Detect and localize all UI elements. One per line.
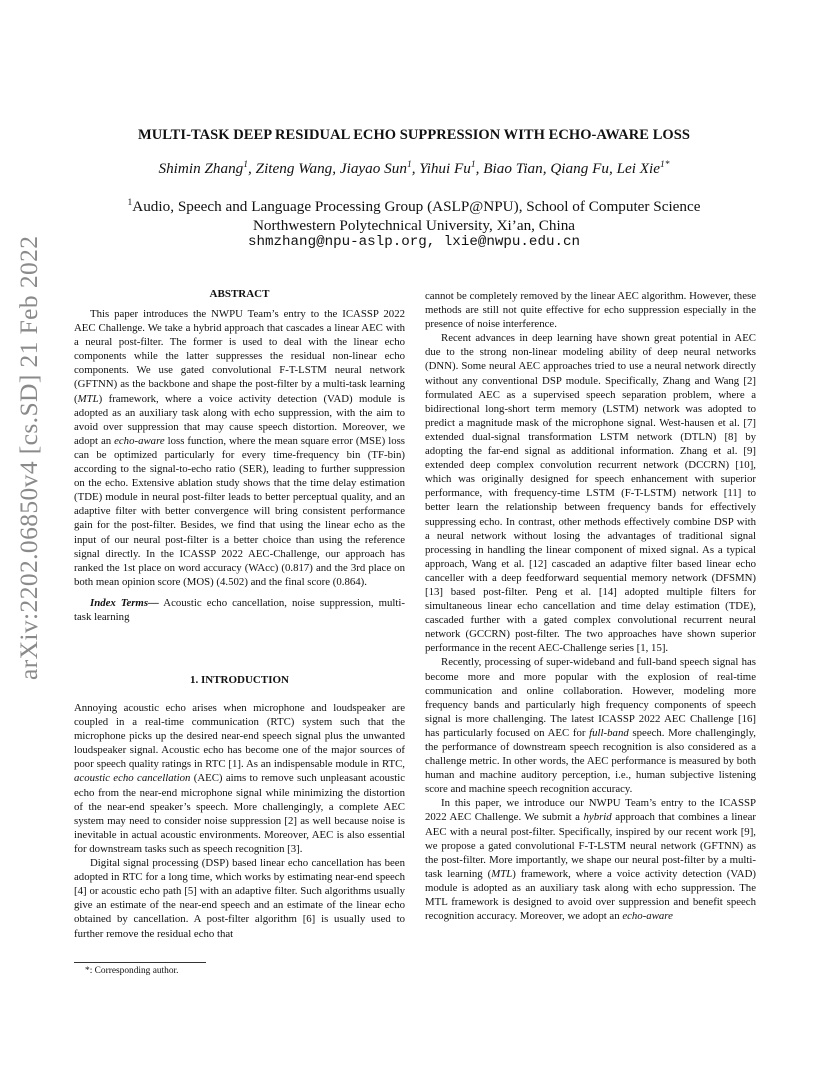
text-run: MTL — [77, 392, 99, 405]
author: Yihui Fu — [419, 160, 471, 177]
author: Jiayao Sun — [339, 160, 407, 177]
text-run: full-band — [589, 726, 629, 739]
text-run: approach that combines a linear AEC with a neural post-filter. Specifically, inspired by our recent work [9], we propose a gated convolutional F-T-LSTM neural network (GFTNN) as the post-filter. More importantly, we shape our neural post-filter by a multi-task learning ( — [425, 811, 756, 880]
arxiv-side-label: arXiv:2202.06850v4 [cs.SD] 21 Feb 2022 — [14, 235, 43, 680]
author-list: Shimin Zhang$^1$, Ziteng Wang, Jiayao Sun$^1$, Yihui Fu$^1$, Biao Tian, Qiang Fu, Lei Xie$^{1*}$ — [158, 159, 670, 177]
intro-paragraph: Digital signal processing (DSP) based linear echo cancellation has been adopted in RTC for a long time, which works by estimating near-end speech [4] or acoustic echo path [5] with an adaptive filter. Such algorithms usually give an estimate of the near-end speech and an estimate of the linear echo obtained by cancellation. A post-filter algorithm [6] is usually used to further remove the residual echo that — [74, 857, 405, 940]
introduction-body — [74, 701, 405, 941]
abstract-heading: ABSTRACT — [209, 288, 270, 300]
index-terms-label: Index Terms— — [90, 596, 159, 609]
text-run: This paper introduces the NWPU Team’s entry to the ICASSP 2022 AEC Challenge. We take a hybrid approach that cascades a linear AEC with a neural post-filter. The former is used to deal with the linear echo components while the latter suppresses the residual non-linear echo components. We use gated convolutional F-T-LSTM neural network (GFTNN) as the backbone and shape the post-filter by a multi-task learning ( — [74, 308, 405, 405]
text-run: loss function, where the mean square error (MSE) loss can be optimized particularly for every time-frequency bin (TF-bin) according to the signal-to-echo ratio (SER), leading to further suppression on the echo. Extensive ablation study shows that the time delay estimation (TDE) module in neural post-filter leads to better perceptual quality, and an adaptive filter with better convergence will bring consistent performance gain for the post-filter. Besides, we find that using the linear echo as the input of our neural post-filter is a better choice than using the reference signal directly. In the ICASSP 2022 AEC-Challenge, our approach has ranked the 1st place on word accuracy (WAcc) (0.817) and the 3rd place on both mean opinion score (MOS) (4.502) and the final score (0.864). — [74, 434, 406, 588]
text-run: In this paper, we introduce our NWPU Team’s entry to the ICASSP 2022 AEC Challenge. We submit a — [425, 797, 756, 824]
footnote: *: Corresponding author. — [85, 966, 179, 976]
affiliation-line: Audio, Speech and Language Processing Group (ASLP@NPU), School of Computer Science — [132, 198, 701, 215]
body-paragraph — [425, 796, 756, 923]
author: Lei Xie — [616, 160, 661, 177]
footnote-rule — [74, 962, 206, 963]
affiliation-line: Northwestern Polytechnical University, Xi’an, China — [252, 216, 576, 234]
text-run: speech. More challengingly, the performance of downstream speech recognition is also considered as a challenge metric. In other words, the AEC performance is measured by both human and machine auditory perception, i.e., human subjective listening score and machine speech recognition accuracy. — [425, 726, 756, 796]
section-heading: 1. INTRODUCTION — [189, 674, 289, 686]
index-terms-text: Acoustic echo cancellation, noise suppression, multi-task learning — [74, 596, 405, 623]
text-run: echo-aware — [622, 910, 673, 923]
author: Biao Tian — [483, 160, 543, 177]
body-paragraph: cannot be completely removed by the linear AEC algorithm. However, these methods are still not quite effective for echo suppression especially in the presence of noise interference. — [425, 290, 756, 331]
author: Qiang Fu — [550, 160, 609, 177]
abstract-paragraph — [74, 307, 405, 589]
affiliation-mark: 1* — [660, 159, 670, 170]
text-run: acoustic echo cancellation — [74, 772, 191, 785]
affiliation-mark: 1 — [470, 159, 476, 170]
affiliation-mark: 1 — [127, 197, 133, 208]
author-emails: shmzhang@npu-aslp.org, lxie@nwpu.edu.cn — [247, 234, 581, 250]
text-run: MTL — [491, 867, 513, 880]
affiliation-mark: 1 — [406, 159, 412, 170]
author: Ziteng Wang — [255, 160, 333, 177]
affiliation — [60, 198, 768, 235]
text-run: ) framework, where a voice activity detection (VAD) module is adopted as an auxiliary task along with echo suppression. The MTL framework is designed to avoid over suppression and benefit speech recognition accuracy. Moreover, we adopt an — [425, 867, 756, 923]
text-run: hybrid — [583, 811, 612, 824]
text-run: ) framework, where a voice activity detection (VAD) module is adopted as an auxiliary task along with echo suppression, with the aim to avoid over suppression that may cause speech distortion. Moreover, we adopt an — [74, 392, 405, 447]
index-terms — [74, 596, 405, 624]
text-run: Recently, processing of super-wideband and full-band speech signal has become more and more popular with the explosion of real-time communication and online collaboration. However, modeling more frequency bands and particularly high frequency components of speech signal is more challenging. The latest ICASSP 2022 AEC Challenge [16] has particularly focused on AEC for — [425, 656, 756, 739]
text-run: Annoying acoustic echo arises when microphone and loudspeaker are coupled in a real-time communication (RTC) system such that the microphone picks up the desired near-end speech signal plus the unwanted loudspeaker signal. Acoustic echo has become one of the major sources of poor speech quality ratings in RTC [1]. As an indispensable module in RTC, — [74, 702, 405, 771]
body-paragraph — [425, 655, 756, 796]
body-paragraph: Recent advances in deep learning have shown great potential in AEC due to the strong non-linear modeling ability of deep neural networks (DNN). Some neural AEC approaches tried to use a neural network directly without any conventional DSP module. Specifically, Zhang and Wang [2] formulated AEC as a supervised speech separation problem, where a bidirectional long-short term memory (LSTM) network was adopted to predict a magnitude mask of the microphone signal. West-hausen et al. [7] extended dual-signal transformation LSTM network (DTLN) [8] by adopting the far-end signal as additional information. Zhang et al. [9] extended deep complex convolution recurrent network (DCCRN) [10], which was originally designed for speech enhancement with superior performance, with frequency-time LSTM (F-T-LSTM) network [11] to better learn the relationship between frequency bands for effectively suppressing echo. In contrast, other methods effectively combine DSP with a neural network without losing the advantages of traditional signal processing in handling the linear component of mixed signal. As a typical approach, Wang et al. [12] cascaded an adaptive filter based linear echo canceller with a deep feedforward sequential memory network (DFSMN) [13] based post-filter. Peng et al. [14] adopted multiple filters for simultaneous linear echo cancellation and time delay estimation (TDE), cascaded further with a gated complex convolutional recurrent neural network (GCCRN) post-filter. The two approaches have shown superior performance in the recent AEC-Challenge series [1, 15]. — [425, 332, 756, 655]
affiliation-mark: 1 — [243, 159, 249, 170]
paper-title: MULTI-TASK DEEP RESIDUAL ECHO SUPPRESSION WITH ECHO-AWARE LOSS — [138, 127, 690, 143]
author: Shimin Zhang — [158, 160, 244, 177]
intro-paragraph — [74, 701, 405, 856]
text-run: echo-aware — [114, 434, 165, 447]
right-column — [425, 289, 756, 923]
abstract-body — [74, 307, 405, 624]
text-run: (AEC) aims to remove such unpleasant acoustic echo from the near-end microphone signal while minimizing the distortion of the near-end speaker’s speech. More challengingly, a complete AEC system may need to consider noise suppression [2] as well because noise is inevitable in actual acoustic environments. Moreover, AEC is also essential for downstream tasks such as speech recognition [3]. — [74, 772, 405, 855]
